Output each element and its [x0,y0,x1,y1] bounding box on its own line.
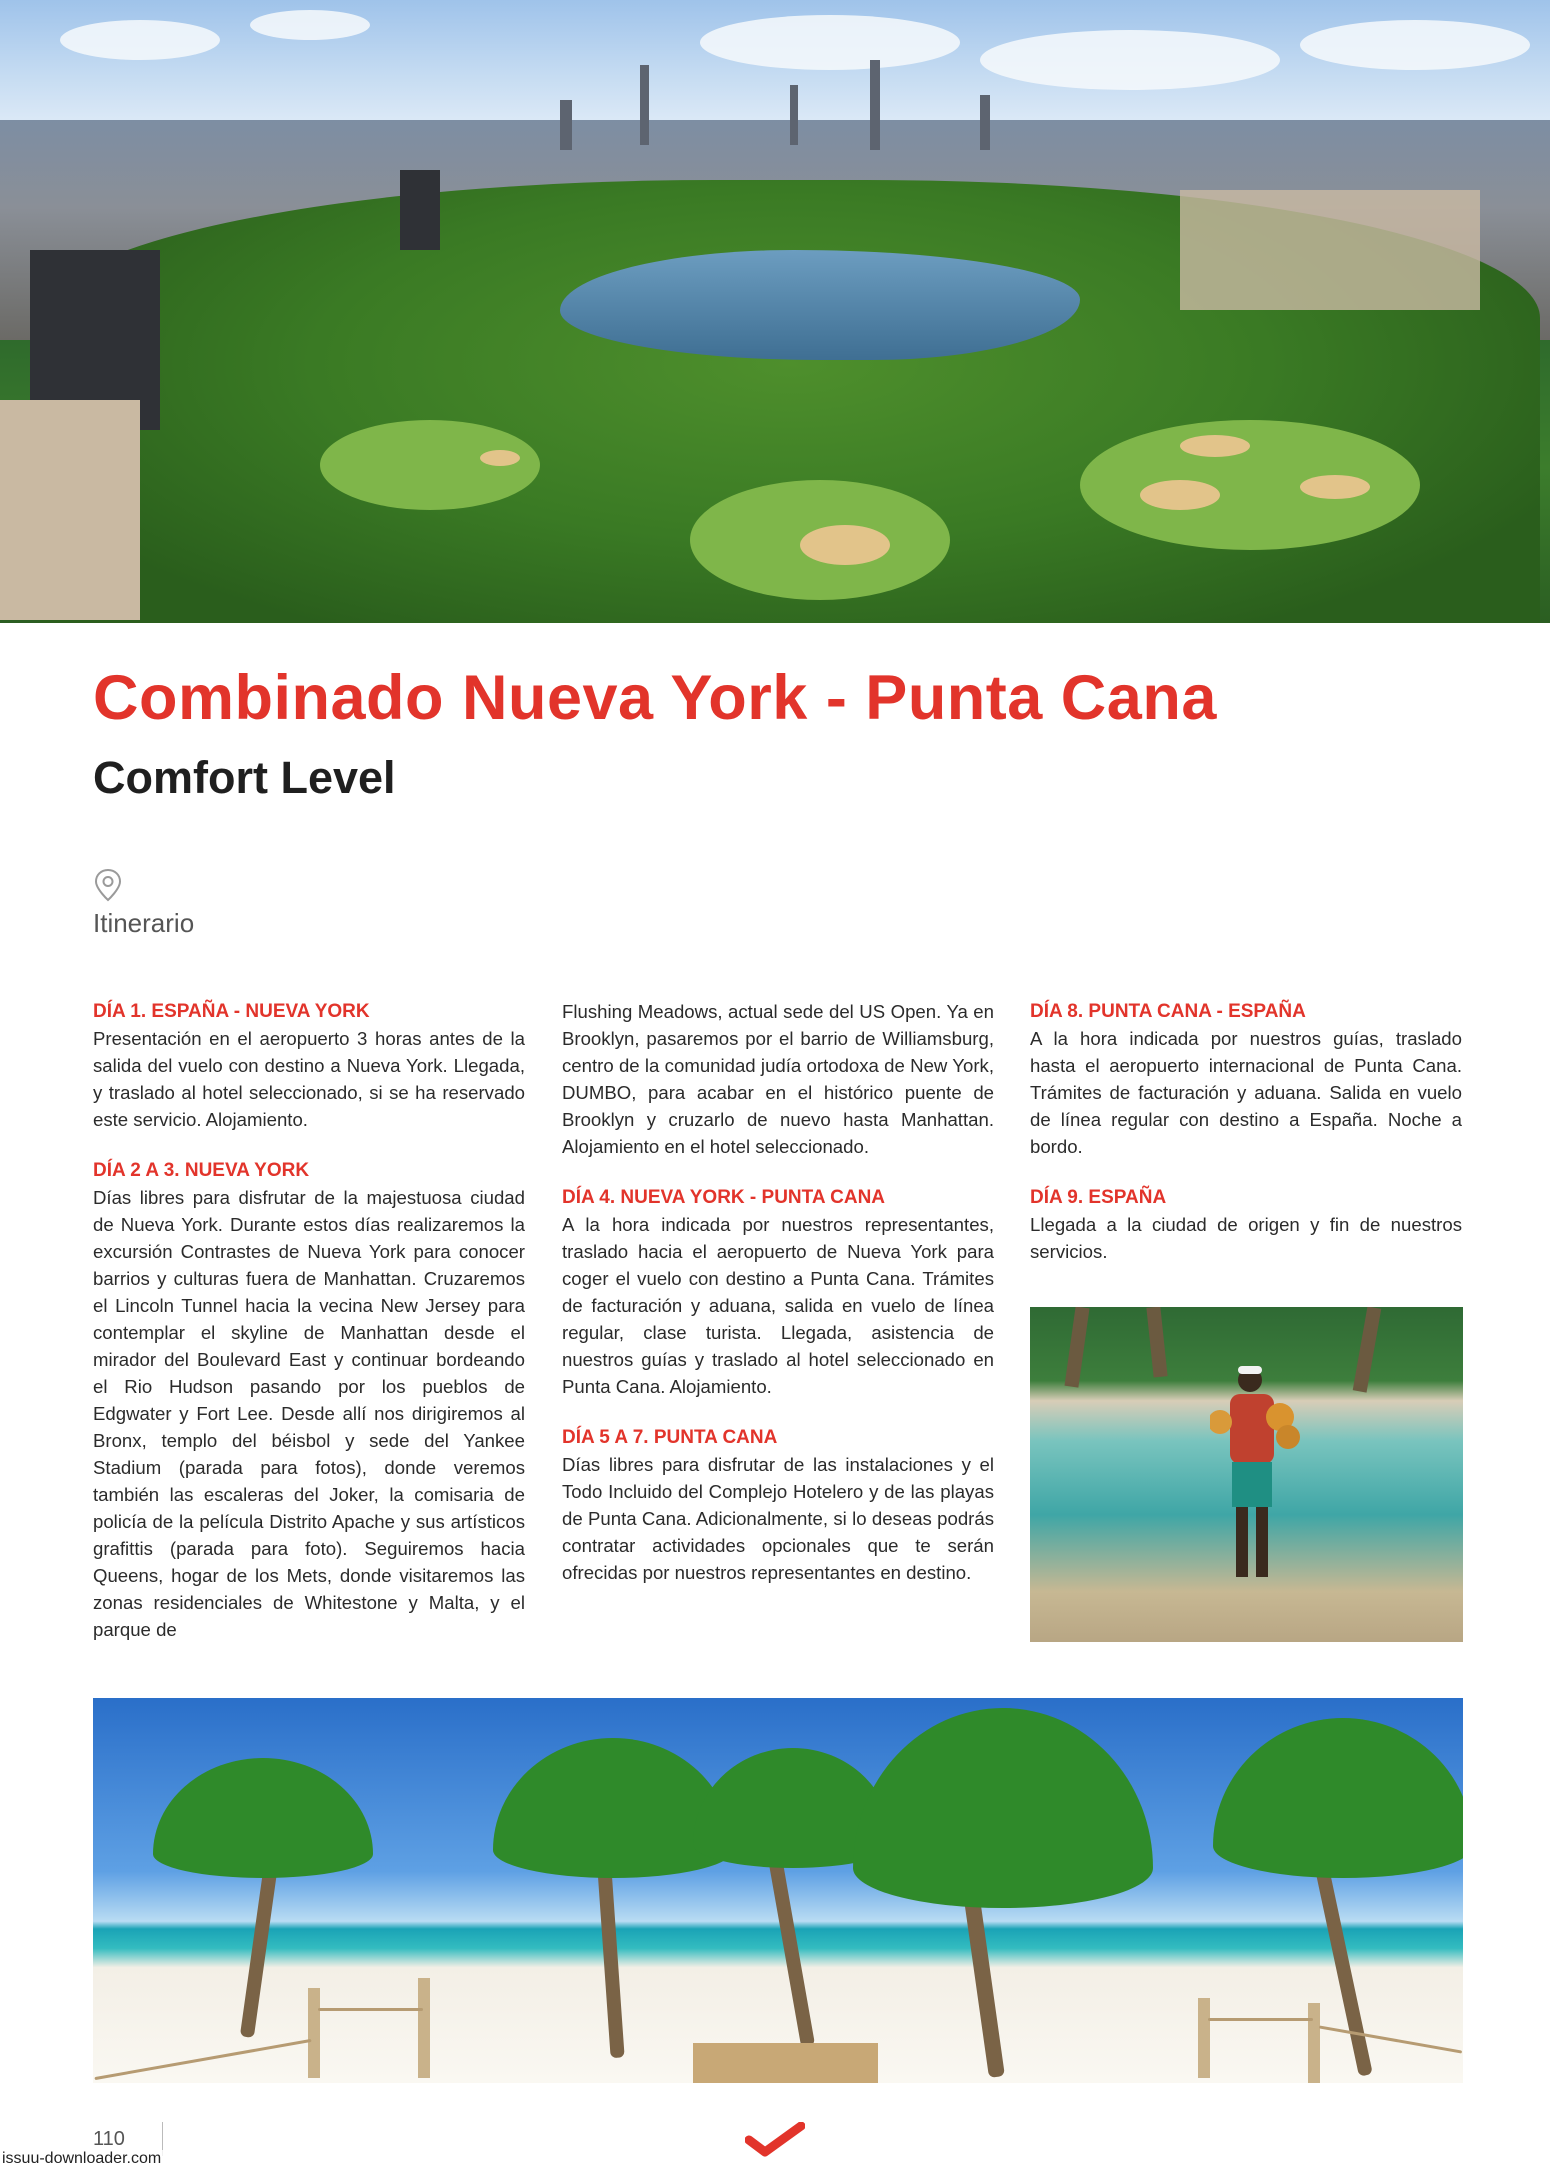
itinerary-column-3 [1030,998,1462,1289]
page-number: 110 [93,2128,125,2150]
day-text: Llegada a la ciudad de origen y fin de nuestros servicios. [1030,1214,1462,1262]
vendor-figure [1210,1362,1300,1602]
day-heading: DÍA 9. ESPAÑA [1030,1187,1167,1208]
day-heading: DÍA 1. ESPAÑA - NUEVA YORK [93,1001,370,1022]
day-heading: DÍA 5 A 7. PUNTA CANA [562,1427,778,1448]
photo-punta-cana-beach [93,1698,1463,2083]
page-subtitle: Comfort Level [93,752,396,803]
day-text: Presentación en el aeropuerto 3 horas antes de la salida del vuelo con destino a Nueva York. Llegada, y traslado al hotel seleccionado, si se ha reservado este servicio. Alojamiento. [93,1028,525,1130]
itinerary-column-1 [93,998,525,1667]
day-text: Días libres para disfrutar de las instalaciones y el Todo Incluido del Complejo Hotelero y de las playas de Punta Cana. Adicionalmente, si lo deseas podrás contratar actividades opcionales que te serán ofrecidas por nuestros representantes en destino. [562,1454,994,1583]
page-title: Combinado Nueva York - Punta Cana [93,663,1217,733]
checkmark-logo-icon [745,2122,805,2158]
watermark: issuu-downloader.com [2,2150,162,2167]
day-text: Días libres para disfrutar de la majestuosa ciudad de Nueva York. Durante estos días realizaremos la excursión Contrastes de Nueva York para conocer barrios y culturas fuera de Manhattan. Cruzaremos el Lincoln Tunnel hacia la vecina New Jersey para contemplar el skyline de Manhattan desde el mirador del Boulevard East y continuar bordeando el Rio Hudson pasando por los pueblos de Edgwater y Fort Lee. Desde allí nos dirigiremos al Bronx, templo del béisbol y sede del Yankee Stadium (parada para fotos), donde veremos también las escaleras del Joker, la comisaria de policía de la película Distrito Apache y sus artísticos grafittis (parada para foto). Seguiremos hacia Queens, hogar de los Mets, donde visitaremos las zonas residenciales de Whitestone y Malta, y el parque de [93,1187,525,1640]
hero-photo-central-park [0,0,1550,623]
itinerary-day-4 [562,1184,994,1400]
itinerary-day-8 [1030,998,1462,1160]
itinerary-day-9 [1030,1184,1462,1265]
itinerary-day-5-7 [562,1424,994,1586]
itinerary-label: Itinerario [93,908,195,938]
day-text: A la hora indicada por nuestros guías, traslado hasta el aeropuerto internacional de Punta Cana. Trámites de facturación y aduana. Salida en vuelo de línea regular con destino a España. Noche a bordo. [1030,1028,1462,1157]
day-heading: DÍA 8. PUNTA CANA - ESPAÑA [1030,1001,1306,1022]
map-pin-icon [93,868,123,902]
day-heading: DÍA 4. NUEVA YORK - PUNTA CANA [562,1187,886,1208]
itinerary-day-1 [93,998,525,1133]
photo-beach-vendor [1030,1307,1463,1642]
itinerary-day-2-3 [93,1157,525,1643]
day-text-continuation: Flushing Meadows, actual sede del US Open. Ya en Brooklyn, pasaremos por el barrio de Williamsburg, centro de la comunidad judía ortodoxa de New York, DUMBO, para acabar en el histórico puente de Brooklyn y cruzarlo de nuevo hasta Manhattan. Alojamiento en el hotel seleccionado. [562,1001,994,1157]
hero-reservoir [560,250,1080,360]
day-heading: DÍA 2 A 3. NUEVA YORK [93,1160,310,1181]
itinerary-column-2 [562,998,994,1610]
day-text: A la hora indicada por nuestros representantes, traslado hacia el aeropuerto de Nueva York para coger el vuelo con destino a Punta Cana. Trámites de facturación y aduana, salida en vuelo de línea regular, clase turista. Llegada, asistencia de nuestros guías y traslado al hotel seleccionado en Punta Cana. Alojamiento. [562,1214,994,1397]
